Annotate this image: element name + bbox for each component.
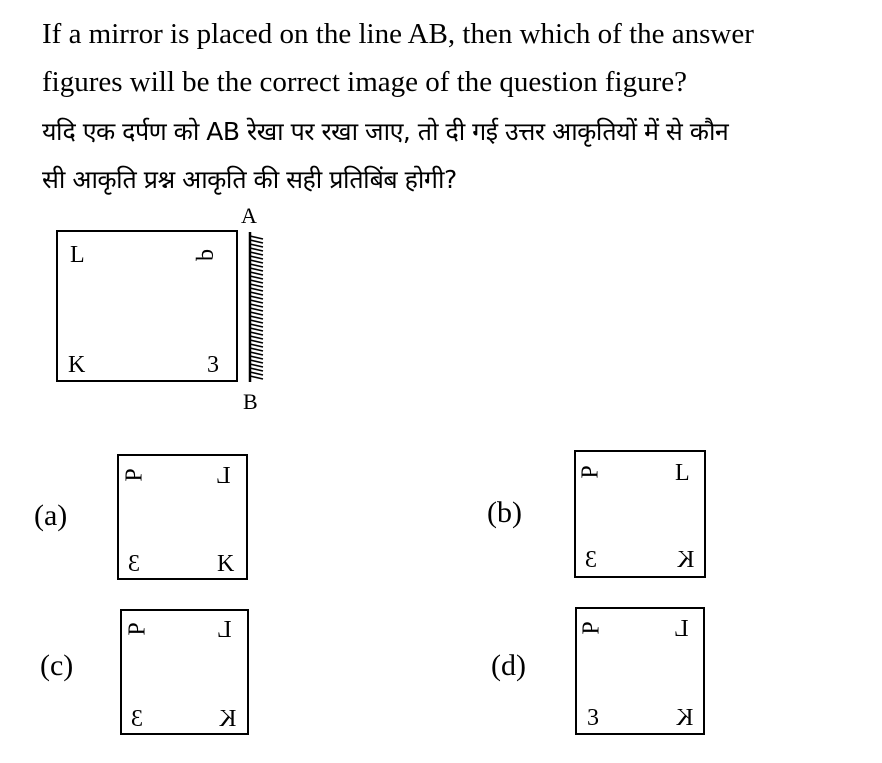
mirror-line	[247, 232, 267, 382]
mirror-hatch-mark	[250, 252, 263, 255]
mirror-hatch-mark	[250, 264, 263, 267]
mirror-hatch-mark	[250, 292, 263, 295]
mirror-hatch-mark	[250, 320, 263, 323]
option-a-bottom-right: K	[217, 551, 235, 577]
question-text-hi-2: सी आकृति प्रश्न आकृति की सही प्रतिबिंब होगी?	[42, 165, 457, 194]
mirror-hatch-mark	[250, 356, 263, 359]
question-text-en-1: If a mirror is placed on the line AB, then which of the answer	[42, 18, 754, 50]
mirror-hatch-mark	[250, 348, 263, 351]
option-b-bottom-left: 3	[585, 547, 597, 573]
mirror-hatch-mark	[250, 332, 263, 335]
option-d-top-right: L	[674, 616, 689, 642]
option-c-top-right: L	[217, 617, 232, 643]
question-figure-top-right: b	[193, 249, 219, 261]
question-figure-top-left: L	[70, 242, 85, 268]
mirror-hatch-mark	[250, 316, 263, 319]
option-b-label: (b)	[487, 496, 522, 529]
option-c-bottom-left: 3	[131, 706, 143, 732]
mirror-label-b: B	[243, 389, 258, 414]
question-text-en-2: figures will be the correct image of the question figure?	[42, 66, 688, 98]
option-c-top-left: P	[124, 622, 151, 636]
mirror-hatch-mark	[250, 336, 263, 339]
mirror-hatch-mark	[250, 288, 263, 291]
option-c-label: (c)	[40, 649, 74, 682]
question-figure-bottom-right: 3	[207, 352, 219, 378]
mirror-hatch-mark	[250, 340, 263, 343]
mirror-hatch-mark	[250, 344, 263, 347]
question-figure-bottom-left: K	[68, 352, 86, 378]
mirror-hatch-mark	[250, 248, 263, 251]
option-c-bottom-right: K	[219, 706, 237, 732]
mirror-hatch-mark	[250, 244, 263, 247]
mirror-hatch-mark	[250, 276, 263, 279]
mirror-hatch-mark	[250, 312, 263, 315]
mirror-hatch-mark	[250, 268, 263, 271]
mirror-hatch-mark	[250, 256, 263, 259]
mirror-hatch-mark	[250, 240, 263, 243]
mirror-label-a: A	[241, 203, 257, 228]
mirror-hatch-mark	[250, 296, 263, 299]
option-d-bottom-right: K	[676, 705, 694, 731]
option-b-top-right: L	[675, 460, 690, 486]
option-b-bottom-right: K	[677, 547, 695, 573]
mirror-hatch-mark	[250, 372, 263, 375]
mirror-hatch-mark	[250, 364, 263, 367]
mirror-hatch-mark	[250, 260, 263, 263]
option-b-top-left: P	[577, 465, 604, 479]
mirror-hatch-mark	[250, 308, 263, 311]
mirror-hatch-mark	[250, 304, 263, 307]
mirror-hatch-mark	[250, 280, 263, 283]
mirror-hatch-mark	[250, 236, 263, 239]
mirror-hatch-mark	[250, 352, 263, 355]
option-a-label: (a)	[34, 499, 68, 532]
mirror-hatch-mark	[250, 324, 263, 327]
option-a-top-right: L	[216, 463, 231, 489]
mirror-hatch-mark	[250, 300, 263, 303]
question-text-hi-1: यदि एक दर्पण को AB रेखा पर रखा जाए, तो दी गई उत्तर आकृतियों में से कौन	[42, 117, 729, 146]
mirror-hatch-mark	[250, 360, 263, 363]
mirror-hatch-mark	[250, 376, 263, 379]
option-a-bottom-left: 3	[128, 551, 140, 577]
option-a-top-left: P	[121, 468, 148, 482]
mirror-hatch-mark	[250, 328, 263, 331]
option-d-top-left: P	[578, 621, 605, 635]
mirror-hatch-mark	[250, 272, 263, 275]
option-d-bottom-left: 3	[587, 705, 599, 731]
mirror-hatch-mark	[250, 368, 263, 371]
option-d-label: (d)	[491, 649, 526, 682]
mirror-hatch-mark	[250, 284, 263, 287]
